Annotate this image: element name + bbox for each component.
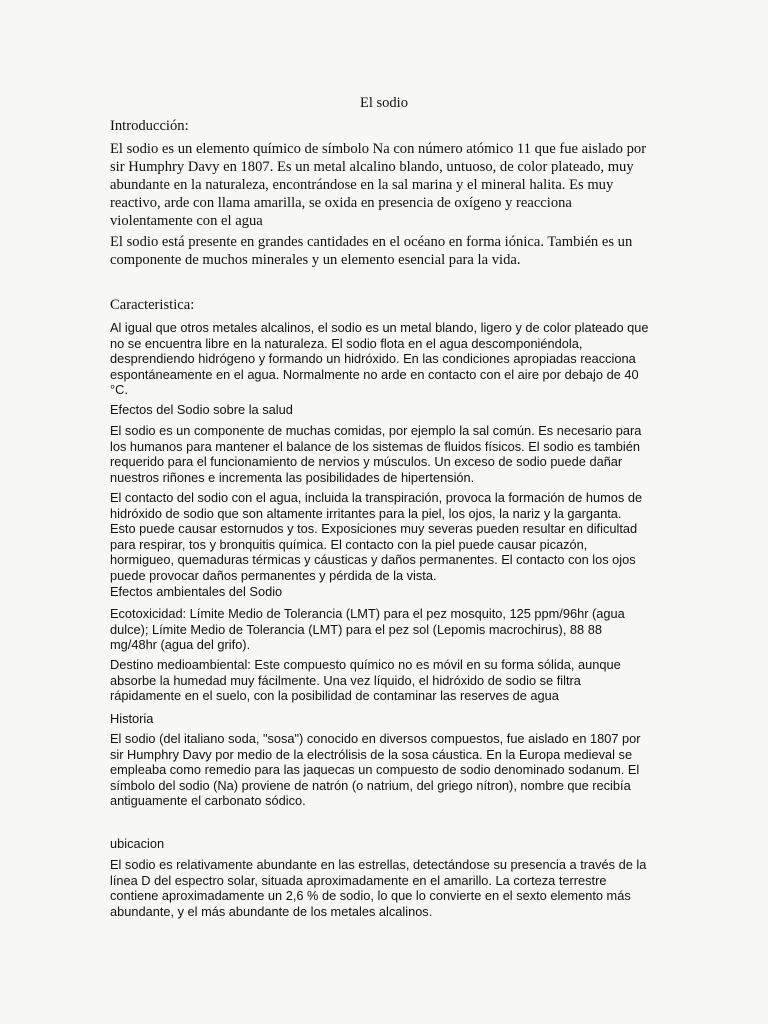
ambientales-paragraph-2: Destino medioambiental: Este compuesto químico no es móvil en su forma sólida, aunque absorbe la humedad muy fácilmente. Una vez líquido, el hidróxido de sodio se filtra rápidamente en el suelo, con la posibilidad de contaminar las reserves de agua xyxy=(110,657,621,703)
salud-paragraph-1: El sodio es un componente de muchas comidas, por ejemplo la sal común. Es necesario para los humanos para mantener el balance de los sistemas de fluidos físicos. El sodio es también requerido para el funcionamiento de nervios y músculos. Un exceso de sodio puede dañar nuestros riñones e incrementa las posibilidades de hipertensión. xyxy=(110,423,642,485)
historia-heading: Historia xyxy=(110,711,154,726)
intro-heading: Introducción: xyxy=(110,118,189,134)
ubicacion-paragraph: El sodio es relativamente abundante en las estrellas, detectándose su presencia a través de la línea D del espectro solar, situada aproximadamente en el amarillo. La corteza terrestre contiene aproximadamente un 2,6 % de sodio, lo que lo convierte en el sexto elemento más abundante, y el más abundante de los metales alcalinos. xyxy=(110,857,647,919)
caracteristica-paragraph: Al igual que otros metales alcalinos, el sodio es un metal blando, ligero y de color plateado que no se encuentra libre en la naturaleza. El sodio flota en el agua descomponiéndola, desprendiendo hidrógeno y formando un hidróxido. En las condiciones apropiadas reacciona espontáneamente en el agua. Normalmente no arde en contacto con el aire por debajo de 40 °C. xyxy=(110,320,649,397)
historia-paragraph: El sodio (del italiano soda, "sosa") conocido en diversos compuestos, fue aislado en 1807 por sir Humphry Davy por medio de la electrólisis de la sosa cáustica. En la Europa medieval se empleaba como remedio para las jaquecas un compuesto de sodio denominado sodanum. El símbolo del sodio (Na) proviene de natrón (o natrium, del griego nítron), nombre que recibía antiguamente el carbonato sódico. xyxy=(110,731,641,808)
salud-paragraph-2: El contacto del sodio con el agua, incluida la transpiración, provoca la formación de humos de hidróxido de sodio que son altamente irritantes para la piel, los ojos, la nariz y la garganta. Esto puede causar estornudos y tos. Exposiciones muy severas pueden resultar en dificultad para respirar, tos y bronquitis química. El contacto con la piel puede causar picazón, hormigueo, quemaduras térmicas y cáusticas y daños permanentes. El contacto con los ojos puede provocar daños permanentes y pérdida de la vista. xyxy=(110,490,643,583)
caracteristica-heading: Caracteristica: xyxy=(110,297,195,313)
intro-paragraph-1: El sodio es un elemento químico de símbolo Na con número atómico 11 que fue aislado por sir Humphry Davy en 1807. Es un metal alcalino blando, untuoso, de color plateado, muy abundante en la naturaleza, encontrándose en la sal marina y el mineral halita. Es muy reactivo, arde con llama amarilla, se oxida en presencia de oxígeno y reacciona violentamente con el agua xyxy=(110,141,647,229)
ubicacion-heading: ubicacion xyxy=(110,836,165,851)
ambientales-heading: Efectos ambientales del Sodio xyxy=(110,584,283,599)
salud-heading: Efectos del Sodio sobre la salud xyxy=(110,402,293,417)
ambientales-paragraph-1: Ecotoxicidad: Límite Medio de Tolerancia (LMT) para el pez mosquito, 125 ppm/96hr (agua dulce); Límite Medio de Tolerancia (LMT) para el pez sol (Lepomis macrochirus), 88 88 mg/48hr (agua del grifo). xyxy=(110,606,625,652)
document-title: El sodio xyxy=(360,95,408,111)
intro-paragraph-2: El sodio está presente en grandes cantidades en el océano en forma iónica. También es un componente de muchos minerales y un elemento esencial para la vida. xyxy=(110,234,633,268)
